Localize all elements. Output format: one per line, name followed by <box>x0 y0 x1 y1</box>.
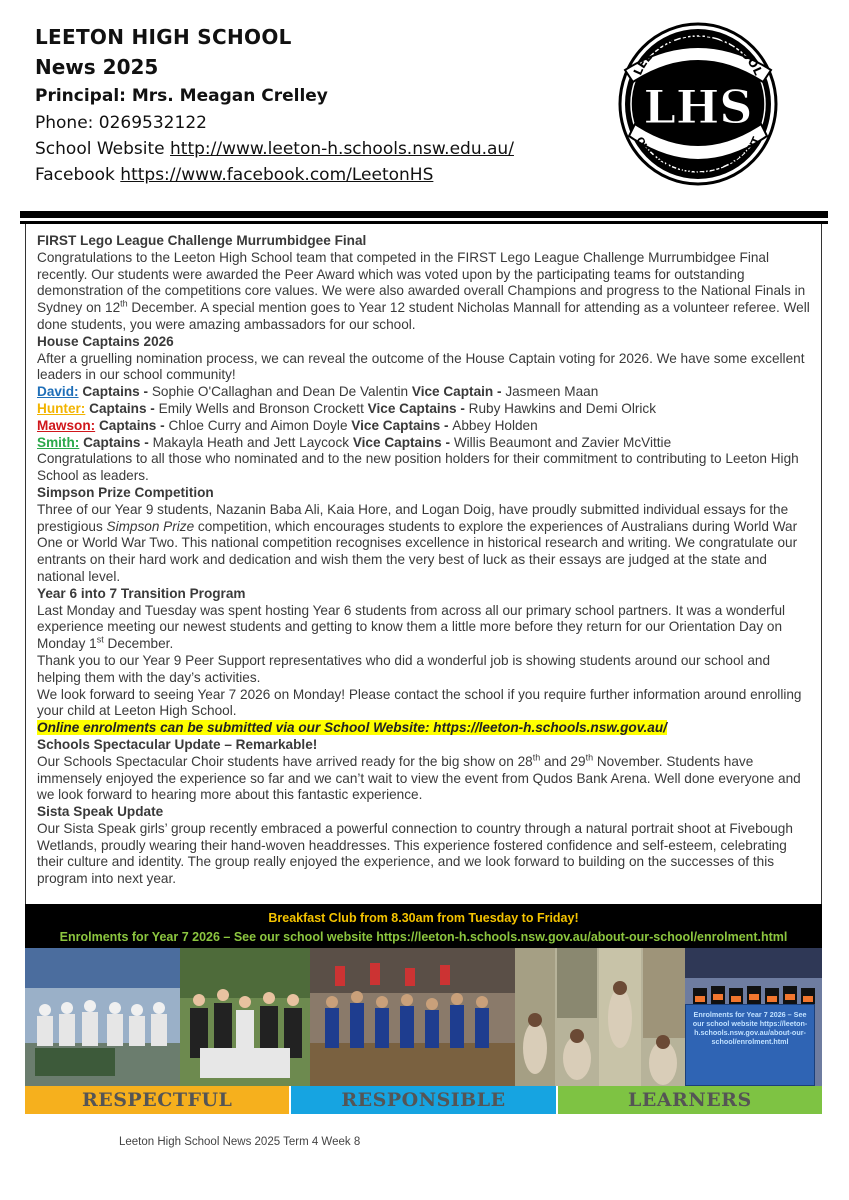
value-responsible: RESPONSIBLE <box>289 1086 555 1114</box>
house-row-smith: Smith: Captains - Makayla Heath and Jett Laycock Vice Captains - Willis Beaumont and Zavier McVittie <box>37 434 672 450</box>
website-line <box>35 136 595 162</box>
article-body-simpson: Three of our Year 9 students, Nazanin Baba Ali, Kaia Hore, and Logan Doig, have proudly submitted individual essays for the prestigious Simpson Prize competition, which encourages students to explore the experiences of Australians during World War One or World War Two. This national competition recognises excellence in historical research and writing. We congratulate our entrants on their hard work and dedication and wish them the very best of luck as their essays are judged at the state and national level. <box>37 501 798 584</box>
photo-award-group <box>180 948 310 1086</box>
value-respectful: RESPECTFUL <box>25 1086 289 1114</box>
house-row-hunter: Hunter: Captains - Emily Wells and Bronson Crockett Vice Captains - Ruby Hawkins and Demi Olrick <box>37 400 656 416</box>
article-title-transition: Year 6 into 7 Transition Program <box>37 585 246 601</box>
principal-line: Principal: Mrs. Meagan Crelley <box>35 86 328 106</box>
article-title-spectacular: Schools Spectacular Update – Remarkable! <box>37 736 318 752</box>
enrolment-photo-box[interactable]: Enrolments for Year 7 2026 – See our school website https://leeton-h.schools.nsw.gov.au/about-our-school/enrolment.html <box>685 1004 815 1086</box>
value-learners: LEARNERS <box>556 1086 822 1114</box>
article-title-sista: Sista Speak Update <box>37 804 164 820</box>
newsletter-header <box>35 22 595 188</box>
house-name-david: David: <box>37 384 79 400</box>
photo-transition-day <box>310 948 515 1086</box>
article-title-simpson: Simpson Prize Competition <box>37 484 214 500</box>
enrolment-notice[interactable]: Enrolments for Year 7 2026 – See our school website https://leeton-h.schools.nsw.gov.au/about-our-school/enrolment.html <box>59 930 788 944</box>
website-label: School Website <box>35 139 171 159</box>
enrolment-highlight[interactable]: Online enrolments can be submitted via our School Website: https://leeton-h.schools.nsw.gov.au/ <box>37 720 667 736</box>
house-name-smith: Smith: <box>37 434 80 450</box>
house-name-mawson: Mawson: <box>37 417 96 433</box>
house-intro: After a gruelling nomination process, we can reveal the outcome of the House Captain voting for 2026. We have some excellent leaders in our school community! <box>37 350 805 383</box>
phone-line: Phone: 0269532122 <box>35 113 207 133</box>
page-footer: Leeton High School News 2025 Term 4 Week 8 <box>119 1136 361 1148</box>
facebook-line <box>35 162 595 188</box>
article-body-lego: Congratulations to the Leeton High School team that competed in the FIRST Lego League Challenge Murrumbidgee Final recently. Our students were awarded the Peer Award which was voted upon by the participating teams for outstanding demonstration of the competitions core values. We were also awarded overall Champions and progress to the National Finals in Sydney on 12th December. A special mention goes to Year 12 student Nicholas Mannall for attending as a volunteer referee. Well done students, you were amazing ambassadors for our school. <box>37 249 810 332</box>
logo-top-text: LEETON HIGH SCHOOL <box>630 28 766 78</box>
photo-sista-speak <box>515 948 685 1086</box>
logo-initials: LHS <box>643 80 753 134</box>
school-values-bar <box>25 1086 822 1114</box>
photo-lego-team <box>25 948 180 1086</box>
transition-p2: Thank you to our Year 9 Peer Support representatives who did a wonderful job is showing students around our school and helping them with the day’s activities. <box>37 652 771 685</box>
facebook-link[interactable]: https://www.facebook.com/LeetonHS <box>120 165 434 185</box>
transition-p3: We look forward to seeing Year 7 2026 on Monday! Please contact the school if you require further information around enrolling your child at Leeton High School. <box>37 686 802 719</box>
article-body-sista: Our Sista Speak girls’ group recently embraced a powerful connection to country through a natural portrait shoot at Fivebough Wetlands, proudly wearing their hand-woven headdresses. This experience fostered confidence and self-esteem, celebrating their culture and identity. The group really enjoyed the experience, and we look forward to building on the successes of this program into next year. <box>37 820 793 887</box>
article-body-spectacular: Our Schools Spectacular Choir students have arrived ready for the big show on 28th and 29th November. Students have immensely enjoyed the experience so far and we can’t wait to view the event from Qudos Bank Arena. Well done everyone and we look forward to hearing more about this fantastic experience. <box>37 752 801 803</box>
article-title-lego: FIRST Lego League Challenge Murrumbidgee Final <box>37 233 367 248</box>
article-title-house: House Captains 2026 <box>37 333 174 349</box>
house-row-david: David: Captains - Sophie O'Callaghan and Dean De Valentin Vice Captain - Jasmeen Maan <box>37 384 599 400</box>
school-logo <box>617 22 779 187</box>
house-name-hunter: Hunter: <box>37 400 86 416</box>
photo-collage <box>25 948 822 1086</box>
house-outro: Congratulations to all those who nominated and to the new position holders for their commitment to contributing to Leeton High School as leaders. <box>37 451 799 484</box>
facebook-label: Facebook <box>35 165 121 185</box>
logo-motto: QUI NON PROFICIT, DEFICIT <box>633 135 763 180</box>
house-row-mawson: Mawson: Captains - Chloe Curry and Aimon Doyle Vice Captains - Abbey Holden <box>37 417 538 433</box>
newsletter-title: News 2025 <box>35 55 159 79</box>
newsletter-content <box>37 233 817 922</box>
transition-p1: Last Monday and Tuesday was spent hosting Year 6 students from across all our primary school partners. It was a wonderful experience meeting our newest students and getting to know them a little more before they return for our Orientation Day on Monday 1st December. <box>37 602 786 652</box>
breakfast-club-notice: Breakfast Club from 8.30am from Tuesday to Friday! <box>268 911 579 925</box>
notice-banner <box>25 904 822 948</box>
header-divider <box>20 211 828 218</box>
school-name: LEETON HIGH SCHOOL <box>35 25 292 49</box>
website-link[interactable]: http://www.leeton-h.schools.nsw.edu.au/ <box>170 139 514 159</box>
